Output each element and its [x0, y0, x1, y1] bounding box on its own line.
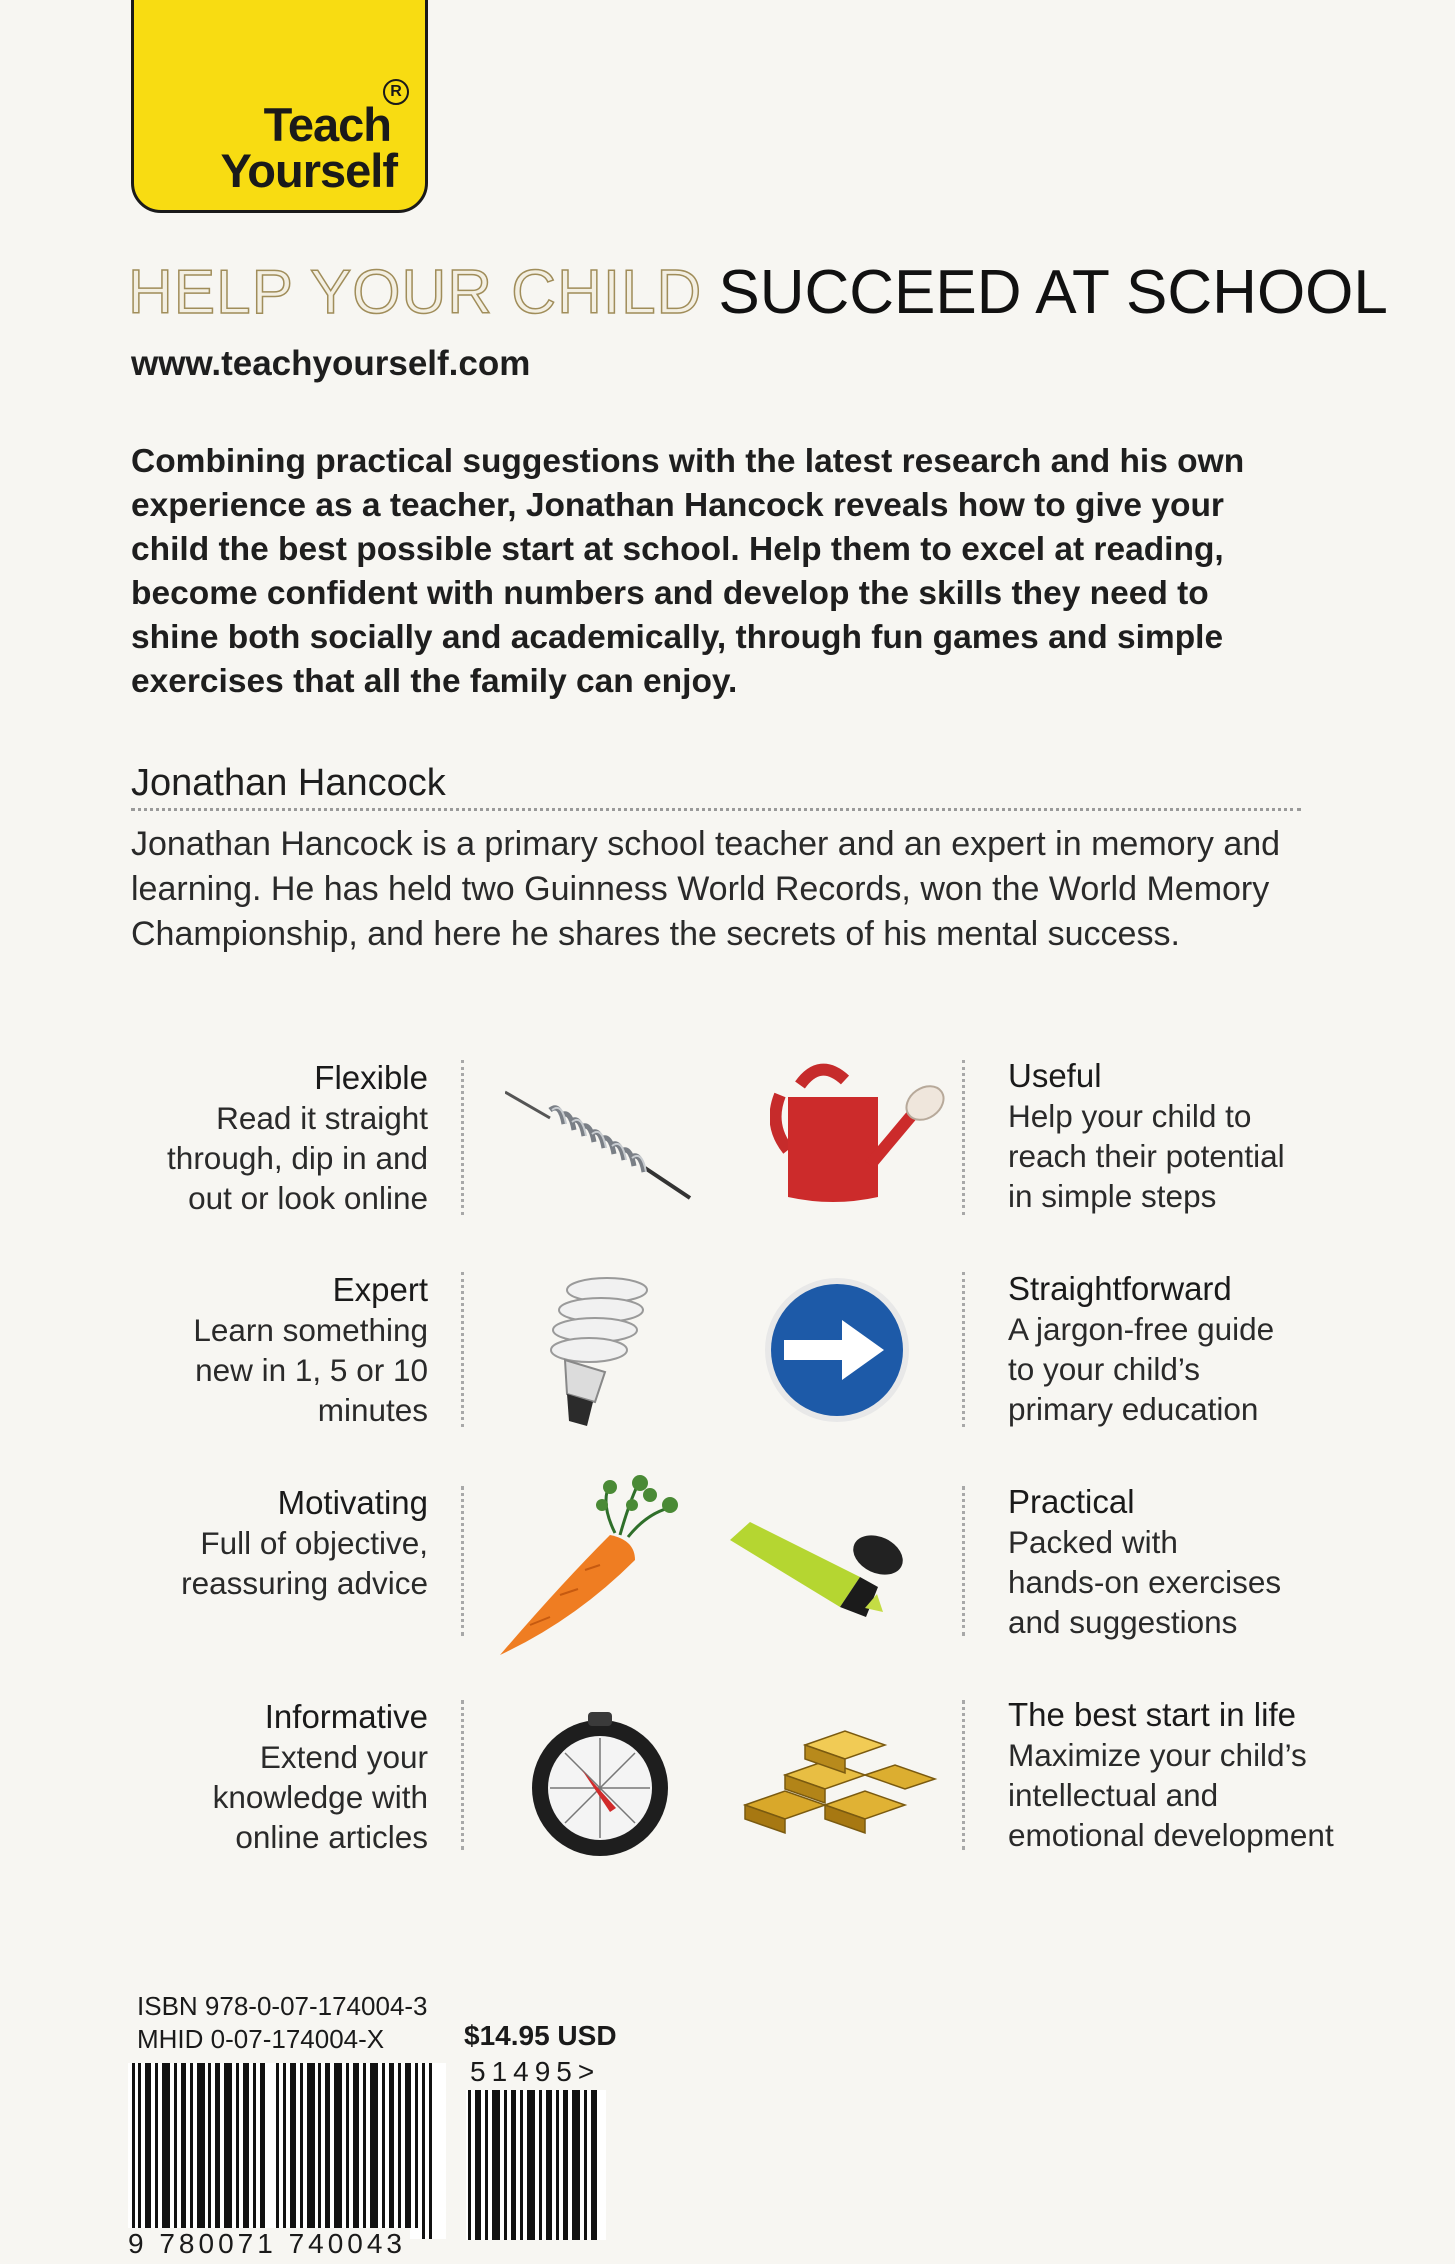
logo-line-yourself: Yourself — [220, 144, 397, 197]
feature-line: knowledge with — [212, 1779, 428, 1815]
feature-line: Full of objective, — [200, 1525, 428, 1561]
price-code: 51495> — [470, 2056, 601, 2087]
feature-heading: Practical — [1008, 1483, 1135, 1520]
feature-line: Read it straight — [216, 1100, 428, 1136]
price: $14.95 USD — [464, 2020, 617, 2051]
feature-motivating — [108, 1483, 428, 1603]
feature-line: Help your child to — [1008, 1098, 1252, 1134]
feature-line: out or look online — [188, 1180, 428, 1216]
feature-line: reassuring advice — [181, 1565, 428, 1601]
feature-line: Extend your — [259, 1739, 428, 1775]
feature-heading: Straightforward — [1008, 1270, 1232, 1307]
compass-icon — [520, 1710, 680, 1860]
title-part-2: SUCCEED AT SCHOOL — [718, 258, 1388, 327]
feature-line: A jargon-free guide — [1008, 1311, 1275, 1347]
feature-line: Packed with — [1008, 1524, 1178, 1560]
feature-expert — [108, 1270, 428, 1430]
divider-right-4 — [962, 1700, 965, 1850]
barcode-number: 9 780071 740043 — [124, 2228, 410, 2260]
feature-line: and suggestions — [1008, 1604, 1238, 1640]
isbn-line: ISBN 978-0-07-174004-3 — [137, 1991, 428, 2021]
logo-line-teach: Teach — [263, 98, 391, 151]
feature-straightforward — [1008, 1269, 1408, 1429]
registered-mark: R — [383, 79, 409, 105]
feature-line: hands-on exercises — [1008, 1564, 1282, 1600]
author-divider — [131, 808, 1301, 811]
divider-left-4 — [461, 1700, 464, 1850]
arrow-sign-icon — [762, 1275, 912, 1425]
feature-heading: The best start in life — [1008, 1696, 1296, 1733]
feature-line: primary education — [1008, 1391, 1259, 1427]
feature-heading: Motivating — [277, 1484, 428, 1521]
mhid-line: MHID 0-07-174004-X — [137, 2024, 385, 2054]
feature-line: through, dip in and — [167, 1140, 428, 1176]
divider-right-3 — [962, 1486, 965, 1636]
feature-flexible — [108, 1058, 428, 1218]
website-url[interactable]: www.teachyourself.com — [131, 344, 531, 383]
divider-right-1 — [962, 1060, 965, 1215]
divider-right-2 — [962, 1272, 965, 1427]
feature-practical — [1008, 1482, 1408, 1642]
lightbulb-icon — [535, 1270, 665, 1435]
feature-heading: Expert — [332, 1271, 428, 1308]
feature-line: new in 1, 5 or 10 — [195, 1352, 428, 1388]
book-description: Combining practical suggestions with the latest research and his own experience as a teacher, Jonathan Hancock reveals how to give your child the best possible start at school. Help them to excel at reading, become confident with numbers and develop the skills they need to shine both socially and academically, through fun games and simple exercises that all the family can enjoy. — [131, 443, 1245, 700]
book-title — [128, 258, 1388, 327]
feature-heading: Useful — [1008, 1057, 1102, 1094]
divider-left-2 — [461, 1272, 464, 1427]
price-barcode — [466, 2090, 606, 2240]
feature-line: online articles — [235, 1819, 428, 1855]
teach-yourself-logo — [131, 0, 428, 213]
isbn-block — [137, 1990, 428, 2056]
carrot-icon — [490, 1465, 715, 1665]
isbn-barcode — [128, 2063, 446, 2239]
author-name: Jonathan Hancock — [131, 762, 446, 804]
feature-informative — [108, 1697, 428, 1857]
divider-left-1 — [461, 1060, 464, 1215]
feature-line: minutes — [317, 1392, 428, 1428]
spring-icon — [505, 1070, 695, 1210]
author-bio: Jonathan Hancock is a primary school teacher and an expert in memory and learning. He has held two Guinness World Records, won the World Memory Championship, and here he shares the secrets of his mental success. — [131, 825, 1281, 953]
feature-line: emotional development — [1008, 1817, 1334, 1853]
feature-line: Maximize your child’s — [1008, 1737, 1307, 1773]
gold-bars-icon — [735, 1715, 940, 1840]
watering-can-icon — [770, 1055, 945, 1210]
feature-heading: Flexible — [314, 1059, 428, 1096]
feature-line: reach their potential — [1008, 1138, 1285, 1174]
feature-useful — [1008, 1056, 1408, 1216]
feature-best-start — [1008, 1695, 1408, 1855]
feature-line: intellectual and — [1008, 1777, 1219, 1813]
divider-left-3 — [461, 1486, 464, 1636]
feature-line: in simple steps — [1008, 1178, 1217, 1214]
feature-line: to your child’s — [1008, 1351, 1201, 1387]
feature-line: Learn something — [193, 1312, 428, 1348]
title-part-1: HELP YOUR CHILD — [128, 258, 703, 327]
feature-heading: Informative — [264, 1698, 428, 1735]
highlighter-icon — [730, 1520, 915, 1630]
